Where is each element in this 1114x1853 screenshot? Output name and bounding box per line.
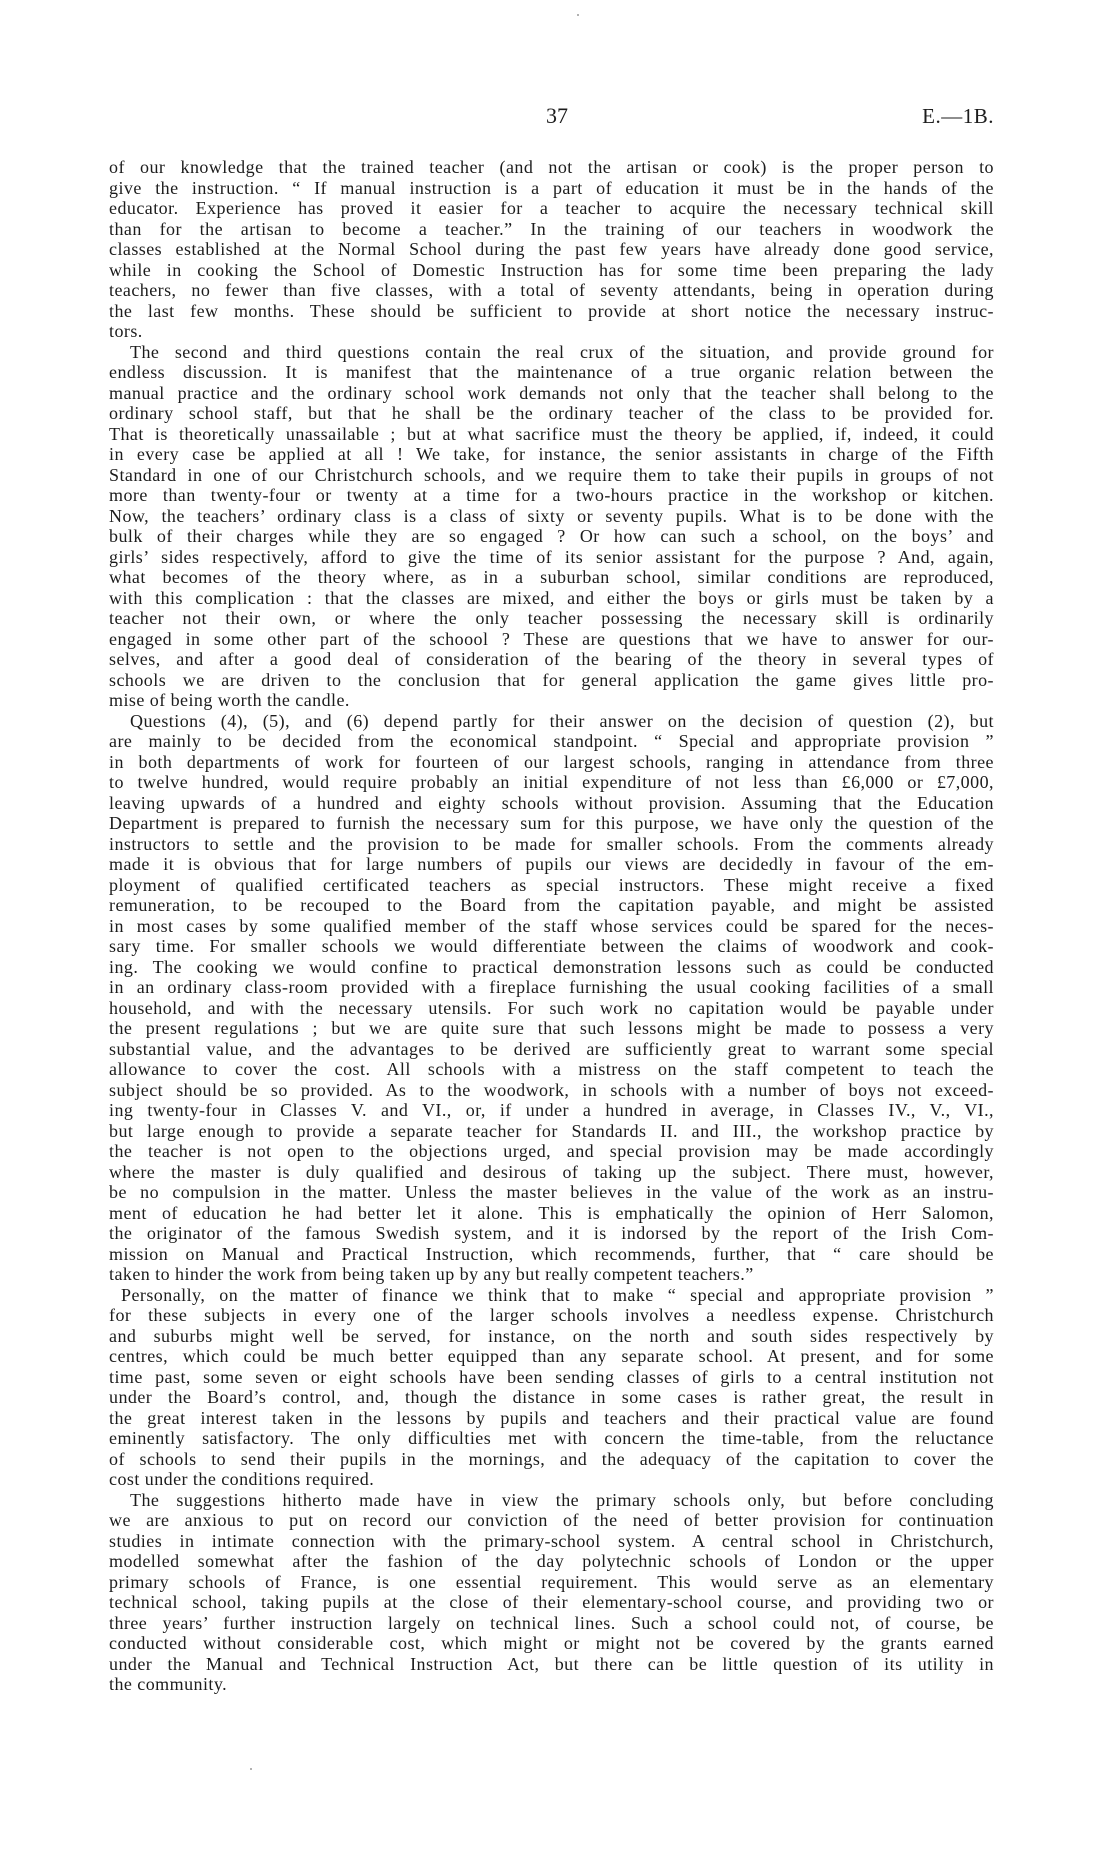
text-line: sary time. For smaller schools we would differentiate between the claims of woodwork and cook- (109, 936, 994, 956)
text-line: primary schools of France, is one essential requirement. This would serve as an elementary (109, 1571, 994, 1592)
text-line: be no compulsion in the matter. Unless the master believes in the value of the work as an instru- (109, 1182, 994, 1202)
text-line: time past, some seven or eight schools have been sending classes of girls to a central institution not (109, 1366, 994, 1387)
text-line: teachers, no fewer than five classes, with a total of seventy attendants, being in operation during (109, 280, 994, 300)
text-line: the great interest taken in the lessons by pupils and teachers and their practical value are found (109, 1407, 994, 1428)
text-line: endless discussion. It is manifest that the maintenance of a true organic relation between the (109, 362, 994, 382)
text-line: classes established at the Normal School during the past few years have already done good service, (109, 239, 994, 259)
text-line: with this complication : that the classes are mixed, and either the boys or girls must be taken by a (109, 587, 994, 608)
text-line: teacher not their own, or where the only teacher possessing the necessary skill is ordinarily (109, 608, 994, 628)
text-line: for these subjects in every one of the larger schools involves a needless expense. Christchurch (109, 1305, 994, 1325)
paragraph (109, 711, 994, 1285)
text-line: the present regulations ; but we are quite sure that such lessons might be made to possess a very (109, 1018, 994, 1038)
paragraph (109, 342, 994, 711)
text-line: but large enough to provide a separate teacher for Standards II. and III., the workshop practice by (109, 1120, 994, 1141)
text-line: under the Board’s control, and, though the distance in some cases is rather great, the result in (109, 1387, 994, 1407)
text-line: where the master is duly qualified and desirous of taking up the subject. There must, however, (109, 1161, 994, 1182)
text-line: ment of education he had better let it alone. This is emphatically the opinion of Herr Salomon, (109, 1202, 994, 1223)
text-line: subject should be so provided. As to the woodwork, in schools with a number of boys not exceed- (109, 1079, 994, 1100)
text-line: three years’ further instruction largely on technical lines. Such a school could not, of course, be (109, 1612, 994, 1633)
text-line: in an ordinary class-room provided with a fireplace furnishing the usual cooking facilities of a small (109, 977, 994, 997)
text-line: manual practice and the ordinary school work demands not only that the teacher shall belong to the (109, 382, 994, 403)
paragraph (109, 157, 994, 342)
text-line: conducted without considerable cost, which might or might not be covered by the grants earned (109, 1633, 994, 1653)
text-line: in every case be applied at all ! We take, for instance, the senior assistants in charge of the Fifth (109, 444, 994, 464)
text-line: That is theoretically unassailable ; but at what sacrifice must the theory be applied, if, indeed, it could (109, 423, 994, 444)
text-line: than for the artisan to become a teacher.” In the training of our teachers in woodwork the (109, 218, 994, 239)
text-line: cost under the conditions required. (109, 1469, 375, 1489)
text-line: while in cooking the School of Domestic Instruction has for some time been preparing the lady (109, 259, 994, 280)
text-line: more than twenty-four or twenty at a time for a two-hours practice in the workshop or kitchen. (109, 485, 994, 505)
text-line: girls’ sides respectively, afford to give the time of its senior assistant for the purpose ? And, again, (109, 546, 994, 567)
text-line: household, and with the necessary utensils. For such work no capitation would be payable under (109, 997, 994, 1018)
text-line: Questions (4), (5), and (6) depend partly for their answer on the decision of question (2), but (130, 710, 994, 731)
text-line: selves, and after a good deal of consideration of the bearing of the theory in several types of (109, 649, 994, 669)
text-line: instructors to settle and the provision to be made for smaller schools. From the comments already (109, 833, 994, 854)
text-line: substantial value, and the advantages to be derived are sufficiently great to warrant some special (109, 1038, 994, 1059)
text-line: bulk of their charges while they are so engaged ? Or how can such a school, on the boys’ and (109, 526, 994, 546)
text-line: the community. (109, 1674, 228, 1694)
text-line: made it is obvious that for large numbers of pupils our views are decidedly in favour of the em- (109, 854, 994, 874)
text-line: what becomes of the theory where, as in a suburban school, similar conditions are reproduced, (109, 567, 994, 587)
text-line: the teacher is not open to the objections urged, and special provision may be made accordingly (109, 1141, 994, 1161)
text-line: modelled somewhat after the fashion of the day polytechnic schools of London or the upper (109, 1551, 994, 1571)
text-line: engaged in some other part of the schoool ? These are questions that we have to answer for our- (109, 628, 994, 649)
text-line: under the Manual and Technical Instruction Act, but there can be little question of its utility in (109, 1653, 994, 1674)
text-line: allowance to cover the cost. All schools with a mistress on the staff competent to teach the (109, 1059, 994, 1079)
text-line: in most cases by some qualified member of the staff whose services could be spared for the neces- (109, 915, 994, 936)
body-text (109, 157, 994, 1695)
text-line: of our knowledge that the trained teacher (and not the artisan or cook) is the proper person to (109, 157, 994, 177)
text-line: Personally, on the matter of finance we think that to make “ special and appropriate provision ” (121, 1284, 994, 1305)
text-line: educator. Experience has proved it easier for a teacher to acquire the necessary technical skill (109, 198, 994, 218)
text-line: The second and third questions contain the real crux of the situation, and provide ground for (130, 341, 994, 362)
text-line: technical school, taking pupils at the close of their elementary-school course, and providing two or (109, 1592, 994, 1612)
text-line: mise of being worth the candle. (109, 690, 350, 710)
text-line: in both departments of work for fourteen of our largest schools, ranging in attendance from three (109, 751, 994, 772)
text-line: leaving upwards of a hundred and eighty schools without provision. Assuming that the Education (109, 792, 994, 813)
paragraph (109, 1285, 994, 1490)
text-line: studies in intimate connection with the primary-school system. A central school in Christchurch, (109, 1530, 994, 1551)
text-line: schools we are driven to the conclusion that for general application the game gives little pro- (109, 669, 994, 690)
text-line: centres, which could be much better equipped than any separate school. At present, and for some (109, 1346, 994, 1366)
text-line: remuneration, to be recouped to the Board from the capitation payable, and might be assisted (109, 895, 994, 915)
text-line: and suburbs might well be served, for instance, on the north and south sides respectively by (109, 1325, 994, 1346)
text-line: we are anxious to put on record our conviction of the need of better provision for continuation (109, 1510, 994, 1530)
document-reference: E.—1B. (922, 104, 994, 128)
page-number: 37 (546, 103, 568, 128)
scan-speck (577, 14, 579, 16)
text-line: to twelve hundred, would require probably an initial expenditure of not less than £6,000 or £7,000, (109, 772, 994, 792)
text-line: the last few months. These should be sufficient to provide at short notice the necessary instruc- (109, 300, 994, 321)
scan-speck (250, 1768, 252, 1770)
text-line: eminently satisfactory. The only difficulties met with concern the time-table, from the reluctance (109, 1428, 994, 1448)
text-line: ployment of qualified certificated teachers as special instructors. These might receive a fixed (109, 874, 994, 895)
text-line: Now, the teachers’ ordinary class is a class of sixty or seventy pupils. What is to be done with the (109, 505, 994, 526)
text-line: The suggestions hitherto made have in view the primary schools only, but before concluding (130, 1489, 994, 1510)
text-line: give the instruction. “ If manual instruction is a part of education it must be in the hands of the (109, 177, 994, 198)
text-line: of schools to send their pupils in the mornings, and the adequacy of the capitation to cover the (109, 1448, 994, 1469)
text-line: Standard in one of our Christchurch schools, and we require them to take their pupils in groups of not (109, 464, 994, 485)
text-line: ing. The cooking we would confine to practical demonstration lessons such as could be conducted (109, 956, 994, 977)
text-line: are mainly to be decided from the economical standpoint. “ Special and appropriate provision ” (109, 731, 994, 751)
paragraph (109, 1490, 994, 1695)
text-line: taken to hinder the work from being taken up by any but really competent teachers.” (109, 1264, 754, 1284)
text-line: mission on Manual and Practical Instruction, which recommends, further, that “ care should be (109, 1243, 994, 1264)
text-line: the originator of the famous Swedish system, and it is indorsed by the report of the Irish Com- (109, 1223, 994, 1243)
text-line: ordinary school staff, but that he shall be the ordinary teacher of the class to be provided for. (109, 403, 994, 423)
text-line: ing twenty-four in Classes V. and VI., or, if under a hundred in average, in Classes IV., V., VI., (109, 1100, 994, 1120)
text-line: Department is prepared to furnish the necessary sum for this purpose, we have only the question of the (109, 813, 994, 833)
text-line: tors. (109, 321, 143, 341)
